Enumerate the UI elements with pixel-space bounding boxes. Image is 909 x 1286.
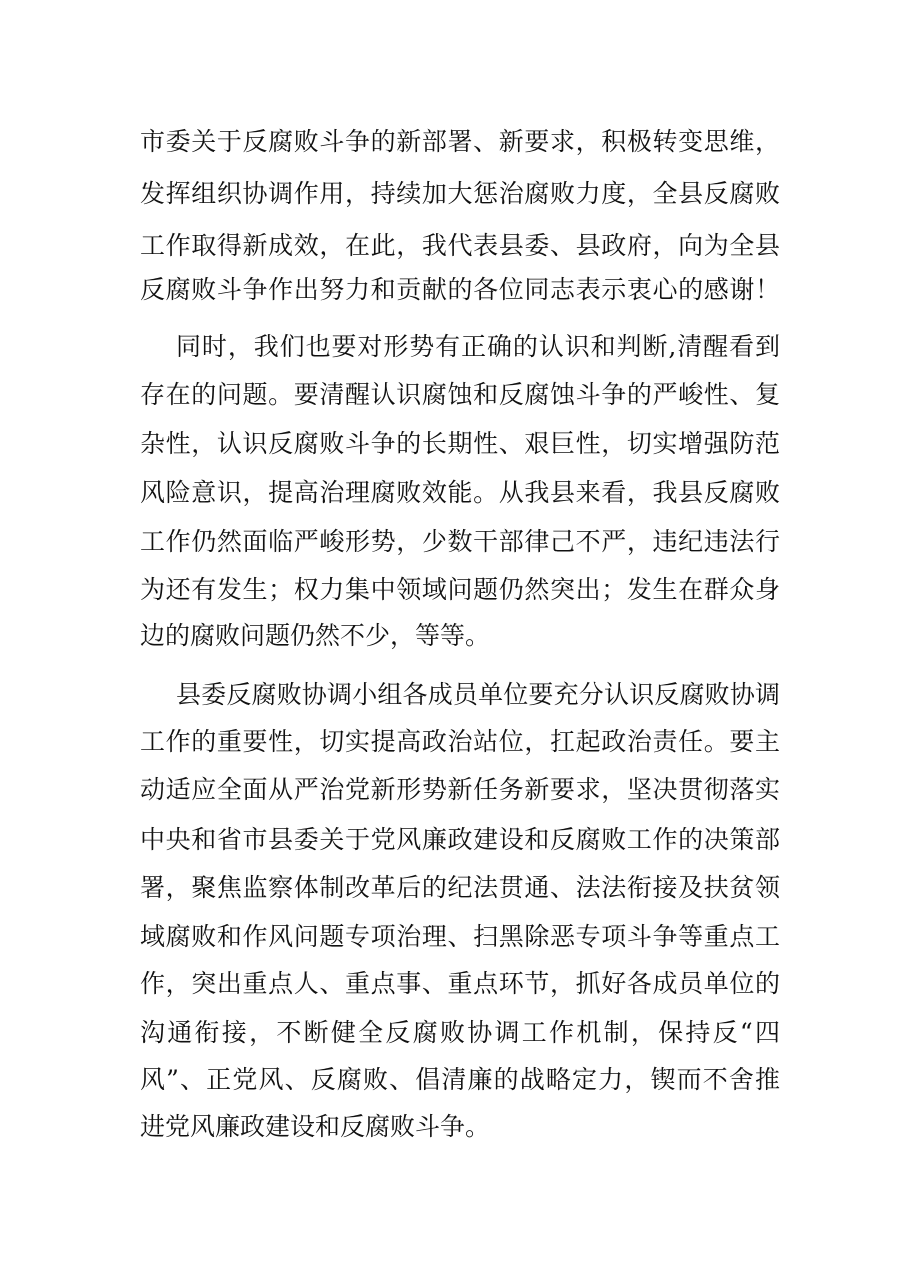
paragraph-3-line-2: 工作的重要性，切实提高政治站位，扛起政治责任。要主 [140, 727, 780, 756]
paragraph-2-line-5: 工作仍然面临严峻形势，少数干部律己不严，违纪违法行 [140, 527, 780, 556]
paragraph-3-line-1: 县委反腐败协调小组各成员单位要充分认识反腐败协调 [176, 680, 780, 709]
paragraph-1-line-4: 反腐败斗争作出努力和贡献的各位同志表示衷心的感谢！ [140, 275, 780, 304]
paragraph-3-line-4: 中央和省市县委关于党风廉政建设和反腐败工作的决策部 [140, 825, 780, 854]
paragraph-1-line-1: 市委关于反腐败斗争的新部署、新要求，积极转变思维， [140, 127, 780, 156]
paragraph-3-line-10: 进党风廉政建设和反腐败斗争。 [140, 1112, 491, 1141]
paragraph-2-line-3: 杂性，认识反腐败斗争的长期性、艰巨性，切实增强防范 [140, 429, 780, 458]
paragraph-3-line-7: 作，突出重点人、重点事、重点环节，抓好各成员单位的 [140, 969, 780, 998]
paragraph-3-line-5: 署，聚焦监察体制改革后的纪法贯通、法法衔接及扶贫领 [140, 873, 780, 902]
paragraph-3-line-8: 沟通衔接，不断健全反腐败协调工作机制，保持反“四 [140, 1018, 780, 1047]
paragraph-2-line-6: 为还有发生；权力集中领域问题仍然突出；发生在群众身 [140, 575, 780, 604]
paragraph-3-line-6: 域腐败和作风问题专项治理、扫黑除恶专项斗争等重点工 [140, 922, 780, 951]
paragraph-2-line-1: 同时，我们也要对形势有正确的认识和判断,清醒看到 [176, 332, 780, 361]
paragraph-1-line-3: 工作取得新成效，在此，我代表县委、县政府，向为全县 [140, 231, 780, 260]
paragraph-3-line-9: 风”、正党风、反腐败、倡清廉的战略定力，锲而不舍推 [140, 1065, 780, 1094]
paragraph-2-line-2: 存在的问题。要清醒认识腐蚀和反腐蚀斗争的严峻性、复 [140, 380, 780, 409]
paragraph-2-line-4: 风险意识，提高治理腐败效能。从我县来看，我县反腐败 [140, 478, 780, 507]
paragraph-2-line-7: 边的腐败问题仍然不少，等等。 [140, 621, 491, 650]
paragraph-3-line-3: 动适应全面从严治党新形势新任务新要求，坚决贯彻落实 [140, 775, 780, 804]
paragraph-1-line-2: 发挥组织协调作用，持续加大惩治腐败力度，全县反腐败 [140, 179, 780, 208]
